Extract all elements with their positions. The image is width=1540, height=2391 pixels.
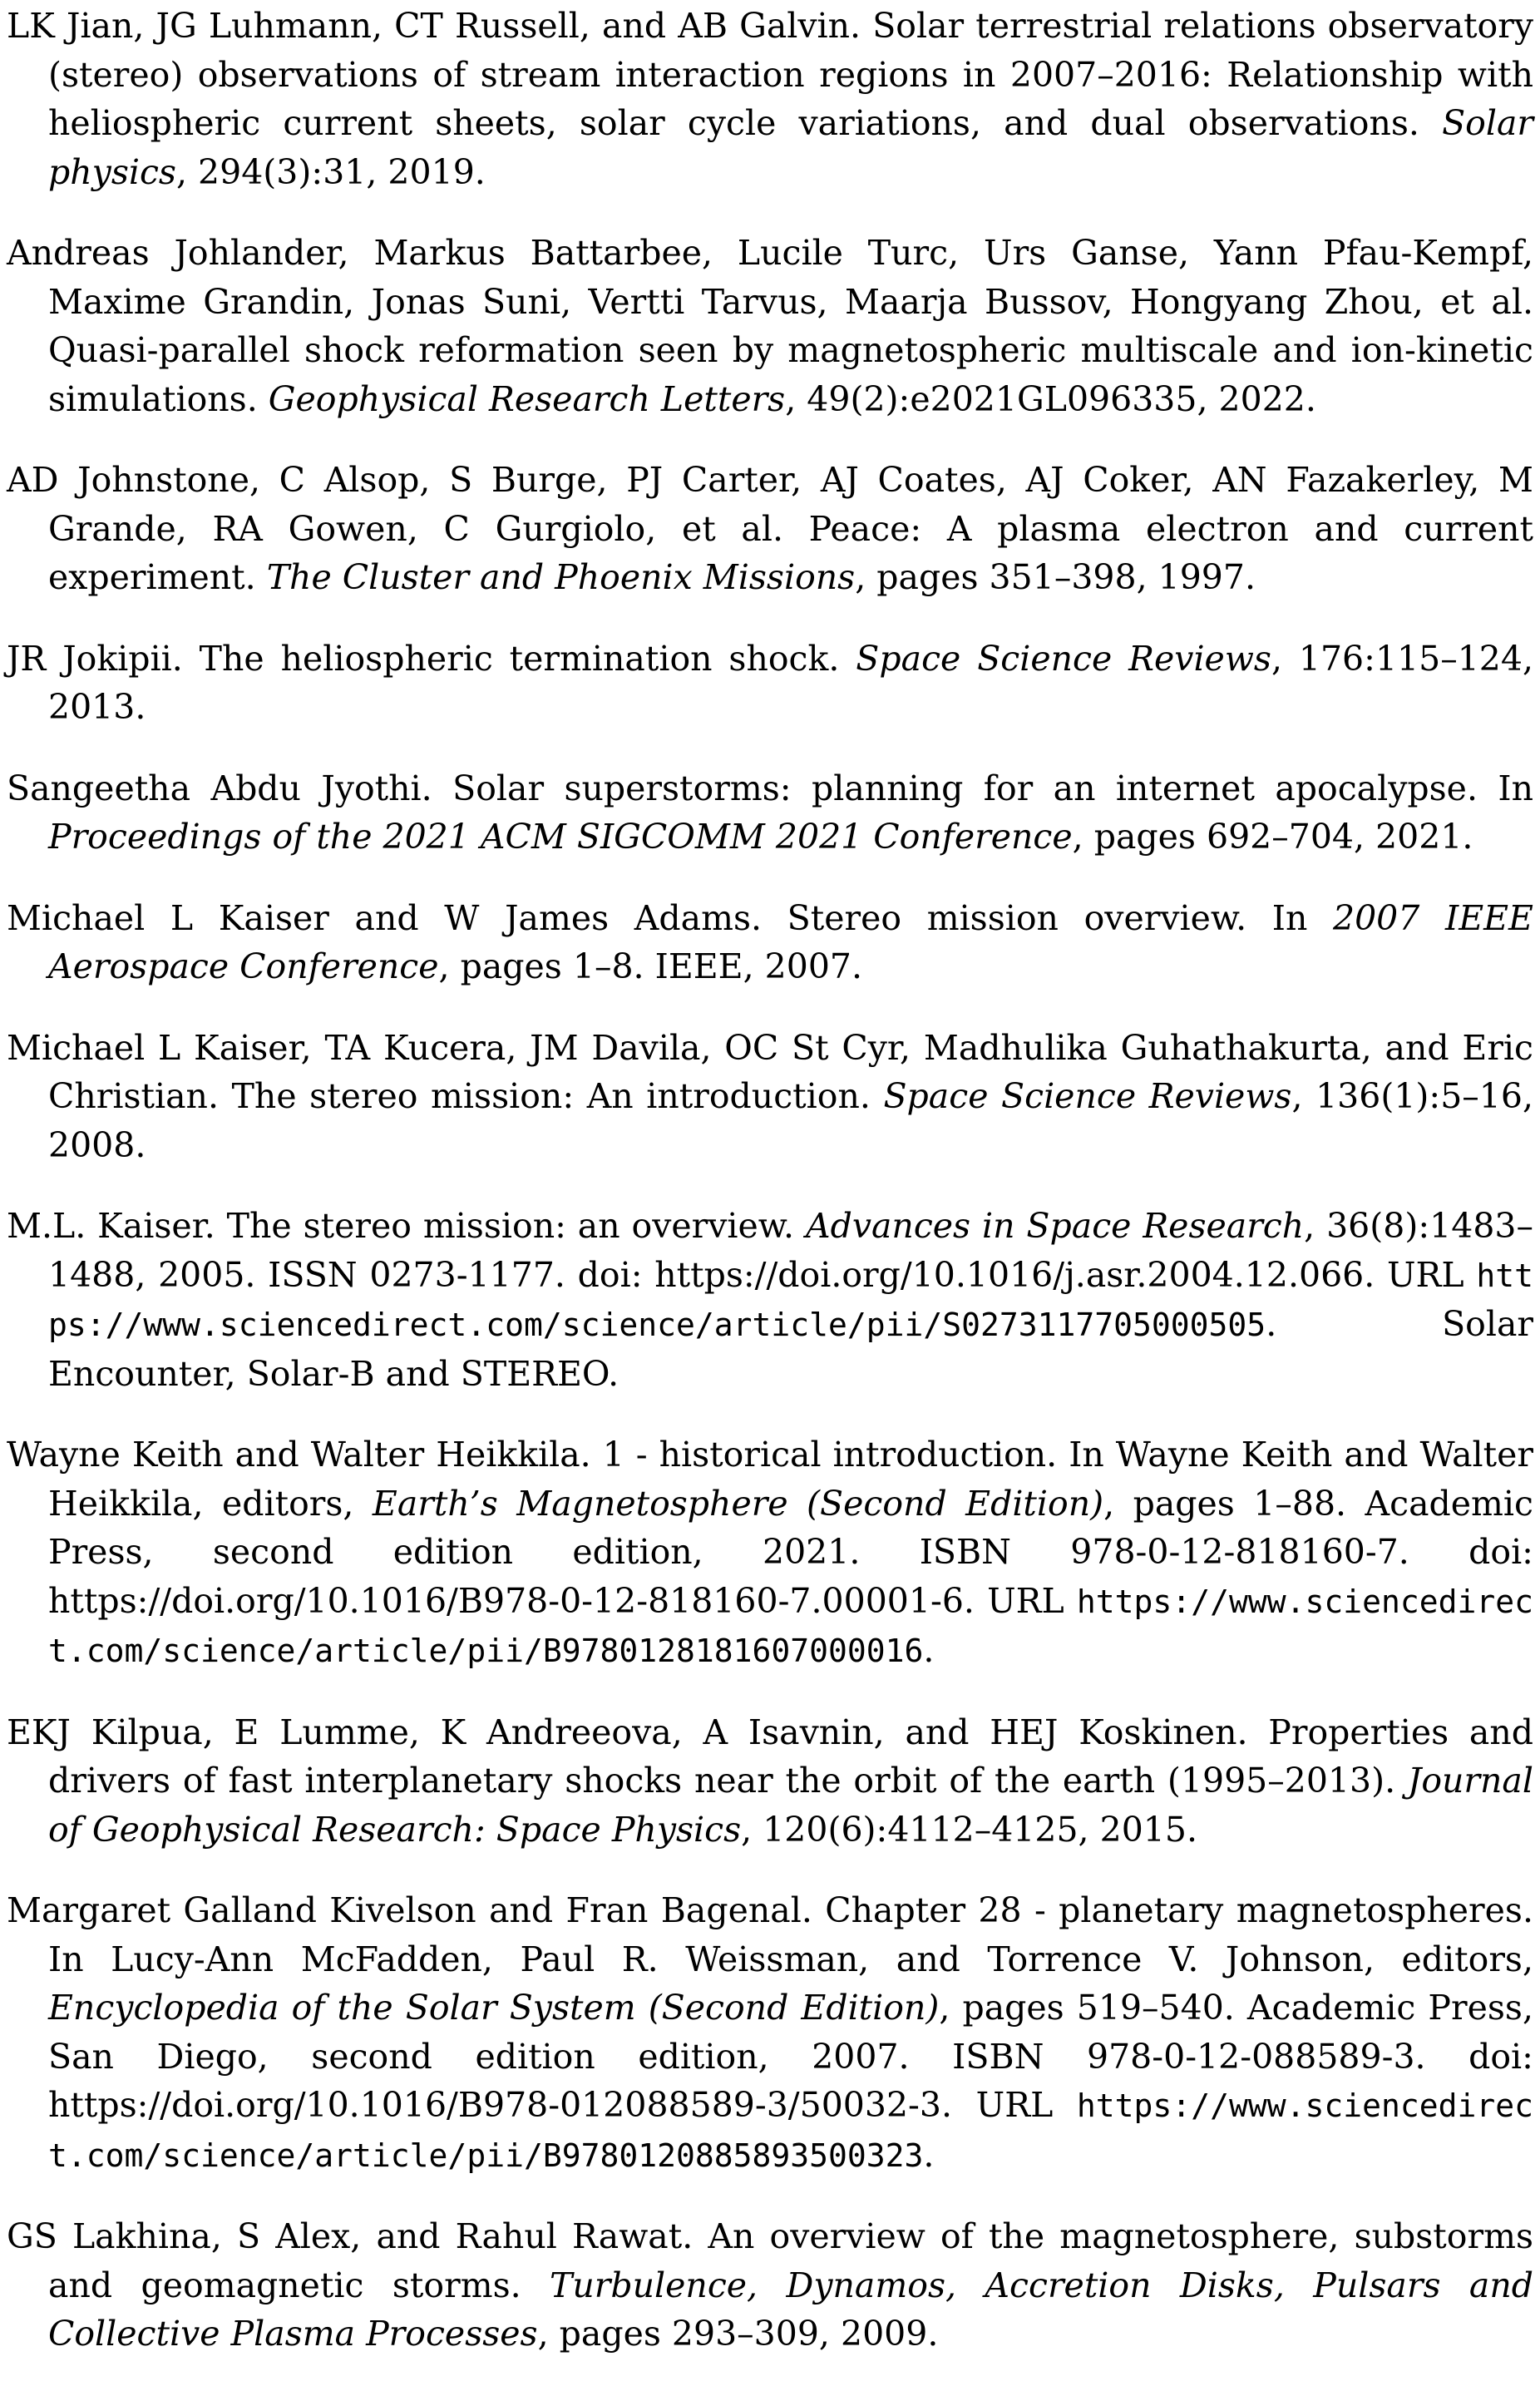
reference-text: M.L. Kaiser. The stereo mission: an overview. <box>7 1206 806 1246</box>
reference-text: , pages 1–88. Academic Press, second edition edition, 2021. ISBN 978-0-12-818160-7. doi: https://doi.org/10.1016/B978-0-12-818160-7.00001-6. URL <box>48 1483 1534 1621</box>
reference-venue: Proceedings of the 2021 ACM SIGCOMM 2021 Conference <box>48 817 1073 857</box>
reference-venue: Journal of Geophysical Research: Space Physics <box>48 1761 1533 1850</box>
reference-text: AD Johnstone, C Alsop, S Burge, PJ Carter, AJ Coates, AJ Coker, AN Fazakerley, M Grande, RA Gowen, C Gurgiolo, et al. Peace: A plasma electron and current experiment. <box>7 460 1533 597</box>
reference-venue: Encyclopedia of the Solar System (Second Edition) <box>48 1988 940 2028</box>
reference-text: Michael L Kaiser and W James Adams. Stereo mission overview. In <box>7 897 1334 938</box>
reference-entry <box>7 1430 1533 1676</box>
reference-text: LK Jian, JG Luhmann, CT Russell, and AB Galvin. Solar terrestrial relations observatory (stereo) observations of stream interaction regions in 2007–2016: Relationship with heliospheric current sheets, solar cycle variations, and dual observations. <box>7 6 1533 143</box>
reference-venue: Earth’s Magnetosphere (Second Edition) <box>372 1483 1104 1524</box>
reference-text: , 176:115–124, 2013. <box>48 638 1533 727</box>
reference-url[interactable]: https://www.sciencedirect.com/science/article/pii/B9780120885893500323 <box>48 2087 1533 2174</box>
reference-text: , 120(6):4112–4125, 2015. <box>741 1809 1197 1850</box>
reference-text: GS Lakhina, S Alex, and Rahul Rawat. An overview of the magnetosphere, substorms and geomagnetic storms. <box>7 2216 1533 2305</box>
reference-text: . Solar Encounter, Solar-B and STEREO. <box>48 1304 1533 1394</box>
reference-entry <box>7 764 1533 862</box>
reference-text: , pages 1–8. IEEE, 2007. <box>438 946 863 986</box>
reference-entry <box>7 1024 1533 1170</box>
reference-entry <box>7 2212 1533 2359</box>
reference-venue: Solar physics <box>48 103 1533 192</box>
reference-entry <box>7 894 1533 991</box>
reference-entry <box>7 229 1533 423</box>
reference-venue: Geophysical Research Letters <box>268 378 786 419</box>
reference-text: , 136(1):5–16, 2008. <box>48 1076 1534 1165</box>
reference-entry <box>7 635 1533 732</box>
reference-entry <box>7 1202 1533 1398</box>
reference-text: JR Jokipii. The heliospheric termination shock. <box>7 638 856 679</box>
reference-text: . <box>923 2134 935 2175</box>
reference-text: Sangeetha Abdu Jyothi. Solar superstorms: planning for an internet apocalypse. In <box>7 768 1533 808</box>
reference-entry <box>7 1708 1533 1855</box>
reference-venue: The Cluster and Phoenix Missions <box>266 557 856 597</box>
reference-text: , 49(2):e2021GL096335, 2022. <box>785 378 1316 419</box>
reference-text: EKJ Kilpua, E Lumme, K Andreeova, A Isavnin, and HEJ Koskinen. Properties and drivers of fast interplanetary shocks near the orbit of the earth (1995–2013). <box>7 1712 1533 1801</box>
reference-text: , pages 351–398, 1997. <box>855 557 1256 597</box>
reference-venue: Space Science Reviews <box>856 638 1271 679</box>
reference-entry <box>7 456 1533 602</box>
reference-text: . <box>923 1630 935 1670</box>
reference-url[interactable]: https://www.sciencedirect.com/science/article/pii/B9780128181607000016 <box>48 1583 1533 1669</box>
reference-text: , pages 293–309, 2009. <box>537 2314 939 2354</box>
reference-text: , pages 519–540. Academic Press, San Diego, second edition edition, 2007. ISBN 978-0-12-088589-3. doi: https://doi.org/10.1016/B978-012088589-3/50032-3. URL <box>48 1988 1533 2125</box>
reference-text: , pages 692–704, 2021. <box>1072 817 1473 857</box>
reference-text: Michael L Kaiser, TA Kucera, JM Davila, OC St Cyr, Madhulika Guhathakurta, and Eric Christian. The stereo mission: An introduction. <box>7 1027 1533 1116</box>
reference-text: Andreas Johlander, Markus Battarbee, Lucile Turc, Urs Ganse, Yann Pfau-Kempf, Maxime Grandin, Jonas Suni, Vertti Tarvus, Maarja Bussov, Hongyang Zhou, et al. Quasi-parallel shock reformation seen by magnetospheric multiscale and ion-kinetic simulations. <box>7 233 1533 419</box>
reference-venue: 2007 IEEE Aerospace Conference <box>48 897 1533 986</box>
reference-list <box>7 0 1533 2391</box>
reference-entry <box>7 2 1533 196</box>
reference-url[interactable]: https://www.sciencedirect.com/science/article/pii/S0273117705000505 <box>48 1257 1533 1343</box>
reference-venue: Advances in Space Research <box>805 1206 1305 1246</box>
reference-text: , 36(8):1483–1488, 2005. ISSN 0273-1177. doi: https://doi.org/10.1016/j.asr.2004.12.066. URL <box>48 1206 1534 1295</box>
reference-venue: Turbulence, Dynamos, Accretion Disks, Pulsars and Collective Plasma Processes <box>48 2265 1533 2354</box>
reference-text: Margaret Galland Kivelson and Fran Bagenal. Chapter 28 - planetary magnetospheres. In Lucy-Ann McFadden, Paul R. Weissman, and Torrence V. Johnson, editors, <box>7 1890 1533 1979</box>
reference-text: , 294(3):31, 2019. <box>175 151 486 192</box>
reference-venue: Space Science Reviews <box>883 1076 1292 1116</box>
reference-text: Wayne Keith and Walter Heikkila. 1 - historical introduction. In Wayne Keith and Walter Heikkila, editors, <box>7 1435 1533 1524</box>
reference-entry <box>7 1886 1533 2180</box>
